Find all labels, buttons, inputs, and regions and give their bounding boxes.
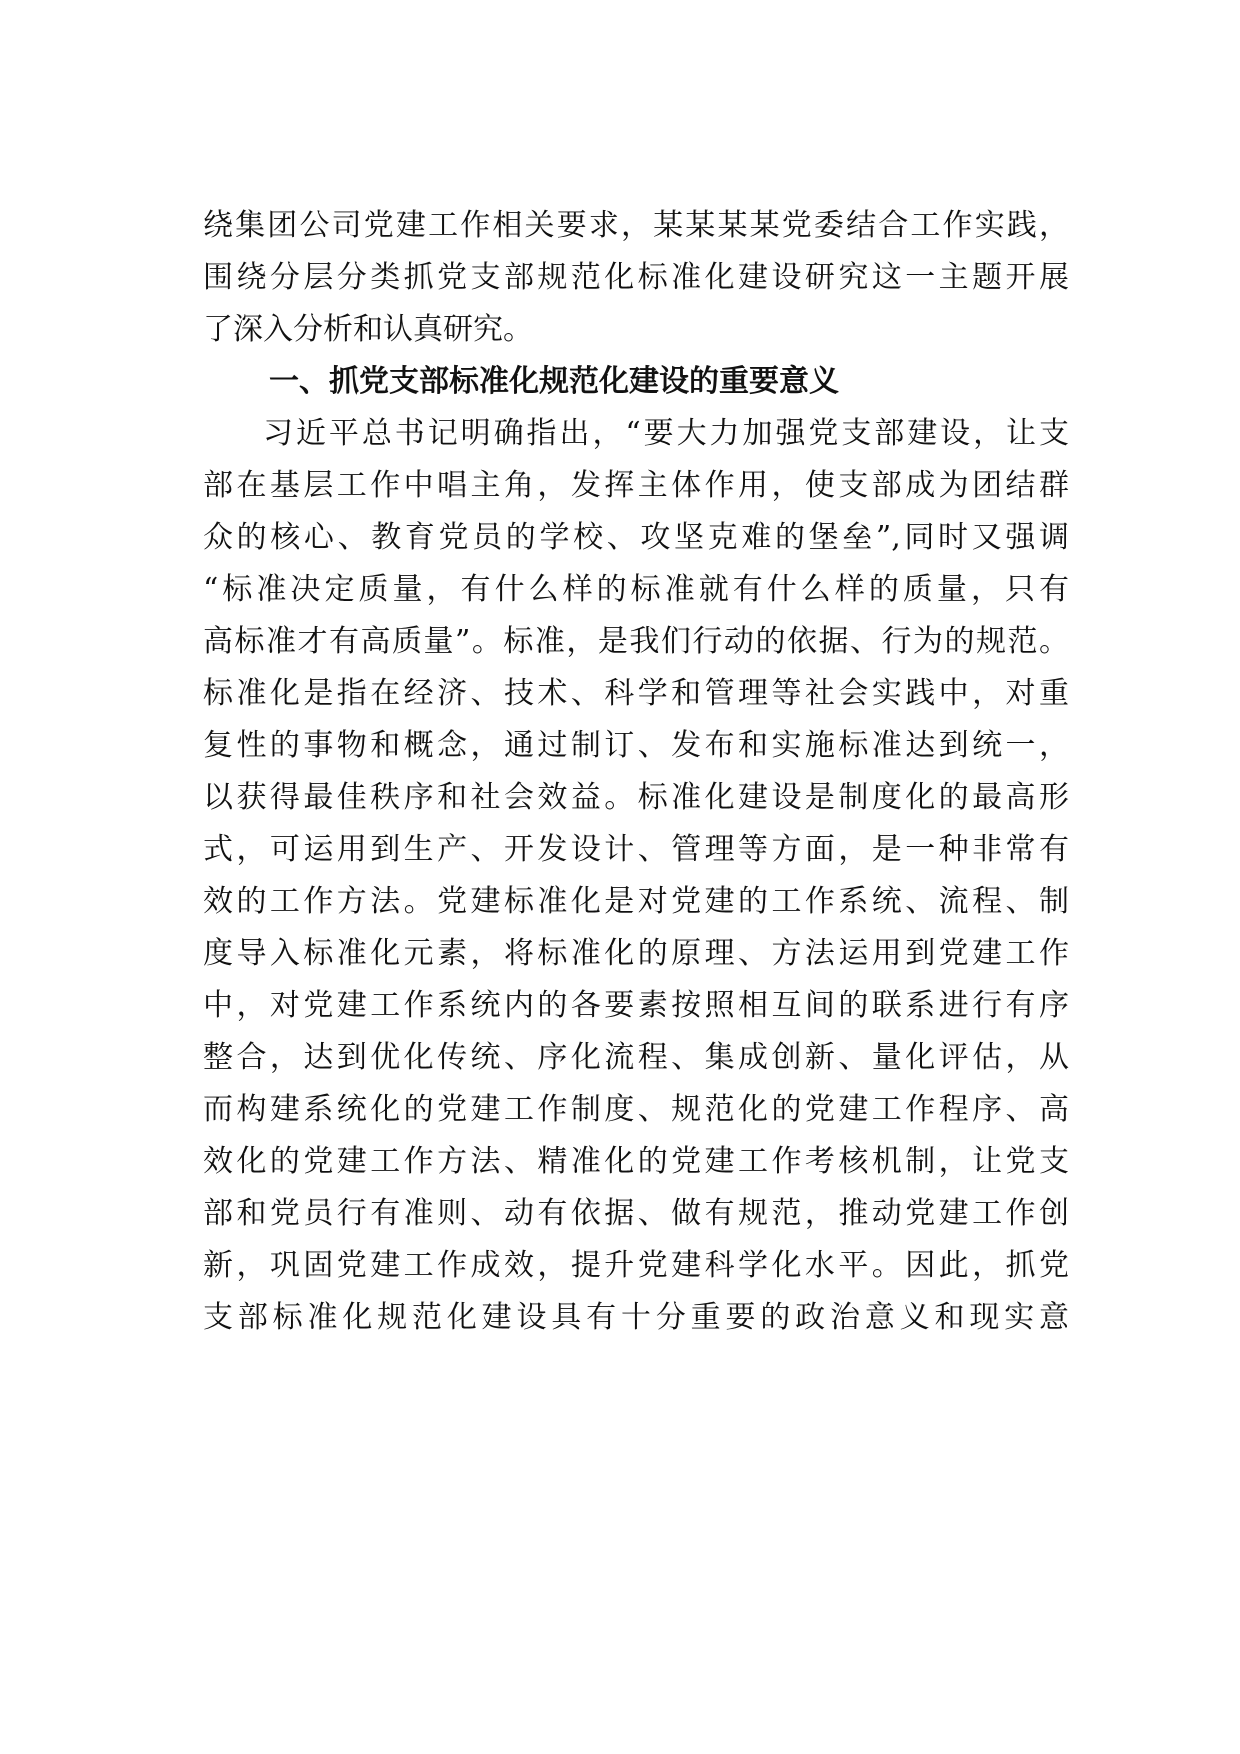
paragraph-line: 高标准才有高质量”。标准，是我们行动的依据、行为的规范。: [203, 624, 1069, 659]
document-body: [203, 200, 1069, 1344]
paragraph-line: 绕集团公司党建工作相关要求，某某某某党委结合工作实践，: [203, 208, 1069, 243]
intro-paragraph: [203, 200, 1069, 356]
paragraph-line: 中，对党建工作系统内的各要素按照相互间的联系进行有序: [203, 988, 1069, 1023]
paragraph-line: 众的核心、教育党员的学校、攻坚克难的堡垒”,同时又强调: [203, 520, 1069, 555]
paragraph-line: 整合，达到优化传统、序化流程、集成创新、量化评估，从: [203, 1040, 1069, 1075]
paragraph-line: 了深入分析和认真研究。: [203, 312, 533, 347]
paragraph-line: 效的工作方法。党建标准化是对党建的工作系统、流程、制: [203, 884, 1069, 919]
paragraph-line: 新，巩固党建工作成效，提升党建科学化水平。因此，抓党: [203, 1248, 1069, 1283]
body-paragraph: [203, 408, 1069, 1344]
paragraph-line: 支部标准化规范化建设具有十分重要的政治意义和现实意: [203, 1300, 1069, 1335]
paragraph-line: 效化的党建工作方法、精准化的党建工作考核机制，让党支: [203, 1144, 1069, 1179]
paragraph-line: 围绕分层分类抓党支部规范化标准化建设研究这一主题开展: [203, 260, 1069, 295]
paragraph-line: 度导入标准化元素，将标准化的原理、方法运用到党建工作: [203, 936, 1069, 971]
paragraph-line: 部在基层工作中唱主角，发挥主体作用，使支部成为团结群: [203, 468, 1069, 503]
paragraph-line: 而构建系统化的党建工作制度、规范化的党建工作程序、高: [203, 1092, 1069, 1127]
paragraph-line: 复性的事物和概念，通过制订、发布和实施标准达到统一，: [203, 728, 1069, 763]
paragraph-line: 标准化是指在经济、技术、科学和管理等社会实践中，对重: [203, 676, 1069, 711]
paragraph-line: “标准决定质量，有什么样的标准就有什么样的质量，只有: [203, 572, 1069, 607]
paragraph-line: 部和党员行有准则、动有依据、做有规范，推动党建工作创: [203, 1196, 1069, 1231]
section-heading: 一、抓党支部标准化规范化建设的重要意义: [269, 364, 839, 399]
paragraph-line: 以获得最佳秩序和社会效益。标准化建设是制度化的最高形: [203, 780, 1069, 815]
paragraph-line: 习近平总书记明确指出，“要大力加强党支部建设，让支: [263, 416, 1069, 451]
paragraph-line: 式，可运用到生产、开发设计、管理等方面，是一种非常有: [203, 832, 1069, 867]
